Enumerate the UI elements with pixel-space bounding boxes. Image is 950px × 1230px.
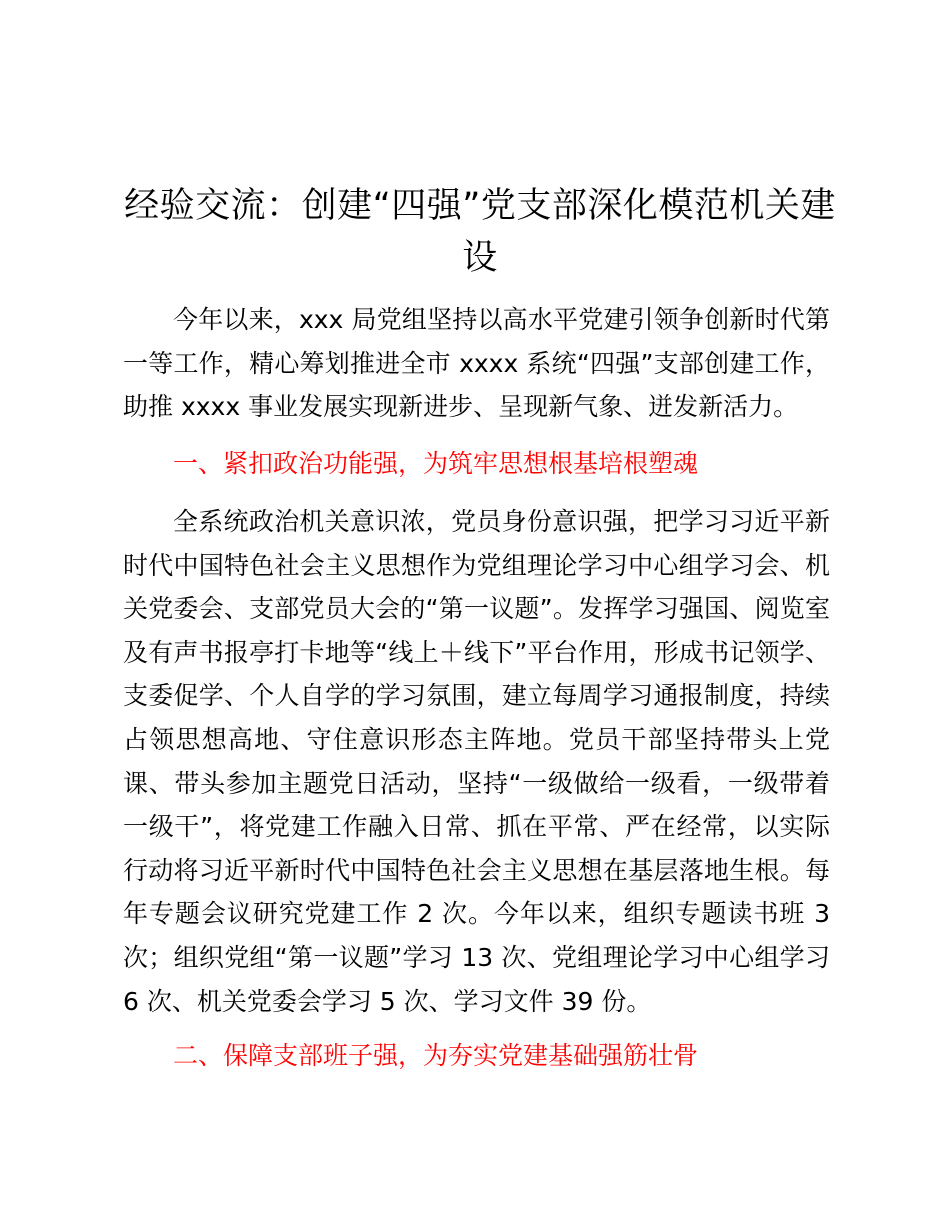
section-heading-1: 一、紧扣政治功能强，为筑牢思想根基培根塑魂 [173, 449, 699, 478]
section-heading-2: 二、保障支部班子强，为夯实党建基础强筋壮骨 [173, 1041, 699, 1070]
section-1-paragraph: 全系统政治机关意识浓，党员身份意识强，把学习习近平新时代中国特色社会主义思想作为党组理论学习中心组学习会、机关党委会、支部党员大会的“第一议题”。发挥学习强国、阅览室及有声书报亭打卡地等“线上＋线下”平台作用，形成书记领学、支委促学、个人自学的学习氛围，建立每周学习通报制度，持续占领思想高地、守住意识形态主阵地。党员干部坚持带头上党课、带头参加主题党日活动，坚持“一级做给一级看，一级带着一级干”，将党建工作融入日常、抓在平常、严在经常，以实际行动将习近平新时代中国特色社会主义思想在基层落地生根。每年专题会议研究党建工作 2 次。今年以来，组织专题读书班 3 次；组织党组“第一议题”学习 13 次、党组理论学习中心组学习 6 次、机关党委会学习 5 次、学习文件 39 份。 [123, 507, 830, 1016]
document-title: 经验交流：创建“四强”党支部深化模范机关建设 [124, 186, 836, 278]
intro-paragraph: 今年以来，xxx 局党组坚持以高水平党建引领争创新时代第一等工作，精心筹划推进全市 xxxx 系统“四强”支部创建工作，助推 xxxx 事业发展实现新进步、呈现新气象、迸发新活力。 [123, 305, 830, 422]
